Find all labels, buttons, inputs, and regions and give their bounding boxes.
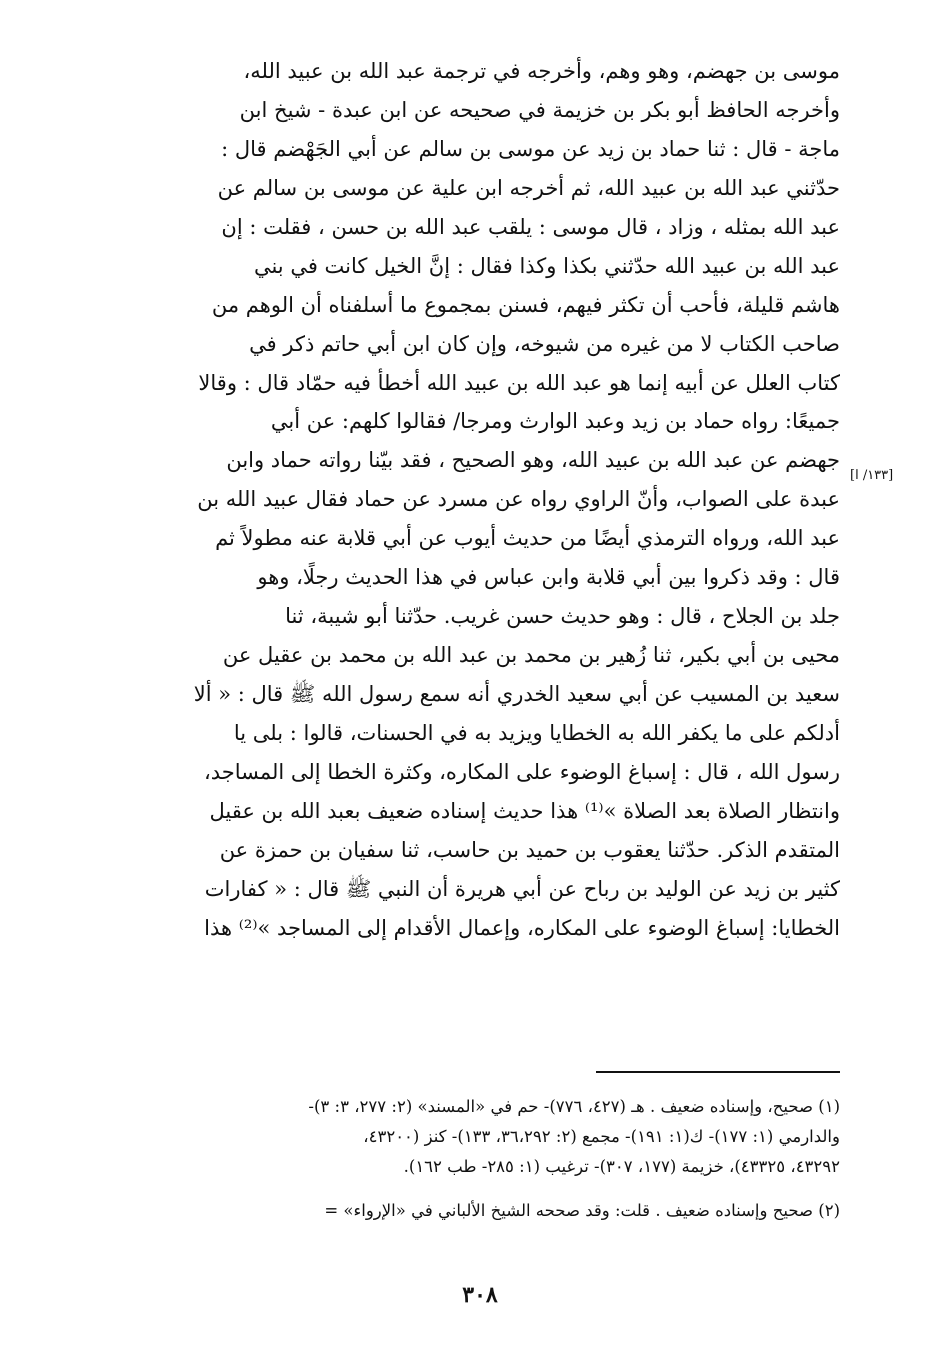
text-line: أدلكم على ما يكفر الله به الخطايا ويزيد به في الحسنات، قالوا : بلى يا [233,720,840,745]
text-line: عبد الله بمثله ، وزاد ، قال موسى : يلقب عبد الله بن حسن ، فقلت : إن [221,214,840,239]
footnote-1-line: (١) صحيح، وإسناده ضعيف . هـ (٤٢٧، ٧٧٦)- حم في «المسند» (٢: ٢٧٧، ٣: ٣)- [308,1097,840,1116]
footnote-1-line: والدارمي (١: ١٧٧)- ك(١: ١٩١)- مجمع (٢: ٣٦،٢٩٢، ١٣٣)- كنز (٤٣٢٠٠، [363,1127,840,1146]
text-line: محيى بن أبي بكير، ثنا زُهير بن محمد بن عبد الله بن محمد بن عقيل عن [222,643,840,668]
text-line: المتقدم الذكر. حدّثنا يعقوب بن حميد بن حاسب، ثنا سفيان بن حمزة عن [219,837,840,862]
text-line: حدّثني عبد الله بن عبيد الله، ثم أخرجه ابن علية عن موسى بن سالم عن [217,175,840,200]
page-number: ٣٠٨ [462,1282,498,1308]
text-line: قال : وقد ذكروا بين أبي قلابة وابن عباس في هذا الحديث رجلًا، وهو [257,565,840,590]
text-line: موسى بن جهضم، وهو وهم، وأخرجه في ترجمة عبد الله بن عبيد الله، [243,59,840,83]
text-line: هاشم قليلة، فأحب أن تكثر فيهم، فسنن بمجموع ما أسلفناه أن الوهم من [211,292,840,317]
text-line: صاحب الكتاب لا من غيره من شيوخه، وإن كان ابن أبي حاتم ذكر في [249,331,840,356]
footnote-2-line: (٢) صحيح وإسناده ضعيف . قلت: وقد صححه الشيخ الألباني في «الإرواء» = [324,1201,840,1220]
footnotes-block [96,1092,840,1226]
text-line: رسول الله ، قال : إسباغ الوضوء على المكاره، وكثرة الخطا إلى المساجد، [203,759,840,784]
text-line: عبد الله بن عبيد الله حدّثني بكذا وكذا فقال : إنَّ الخيل كانت في بني [253,253,840,278]
text-line: الخطايا: إسباغ الوضوء على المكاره، وإعمال الأقدام إلى المساجد »⁽²⁾ هذا [204,915,840,940]
text-line: عبد الله، ورواه الترمذي أيضًا من حديث أيوب عن أبي قلابة عنه مطولاً ثم [215,526,840,551]
text-line: عبدة على الصواب، وأنّ الراوي رواه عن مسرد عن حماد فقال عبيد الله بن [197,487,840,512]
text-line: وأخرجه الحافظ أبو بكر بن خزيمة في صحيحه عن ابن عبدة - شيخ ابن [239,97,840,122]
text-line: كثير بن زيد عن الوليد بن رباح عن أبي هريرة أن النبي ﷺ قال : « كفارات [204,876,840,901]
manuscript-folio-marker: [١٣٣/ ا] [850,468,894,483]
footnote-separator [596,1071,840,1073]
footnote-1-line: ٤٣٢٩٢، ٤٣٣٢٥)، خزيمة (١٧٧، ٣٠٧)- ترغيب (١: ٢٨٥- طب ١٦٢). [403,1157,840,1176]
text-line: وانتظار الصلاة بعد الصلاة »⁽¹⁾ هذا حديث إسناده ضعيف بعبد الله بن عقيل [209,798,840,823]
text-line: جميعًا: رواه حماد بن زيد وعبد الوارث ومرجا/ فقالوا كلهم: عن أبي [270,409,840,434]
text-line: ماجة - قال : ثنا حماد بن زيد عن موسى بن سالم عن أبي الجَهْضم قال : [221,136,840,161]
main-text-block [96,52,840,948]
text-line: كتاب العلل عن أبيه إنما هو عبد الله بن عبيد الله أخطأ فيه حمّاد قال : وقالا [198,370,840,395]
text-line: سعيد بن المسيب عن أبي سعيد الخدري أنه سمع رسول الله ﷺ قال : « ألا [193,682,840,706]
footnote-spacer [96,1182,840,1196]
text-line: جهضم عن عبد الله بن عبيد الله، وهو الصحيح ، فقد بيّنا رواته حماد وابن [226,448,840,473]
text-line: جلد بن الجلاح ، قال : وهو حديث حسن غريب. حدّثنا أبو شيبة، ثنا [285,604,840,629]
